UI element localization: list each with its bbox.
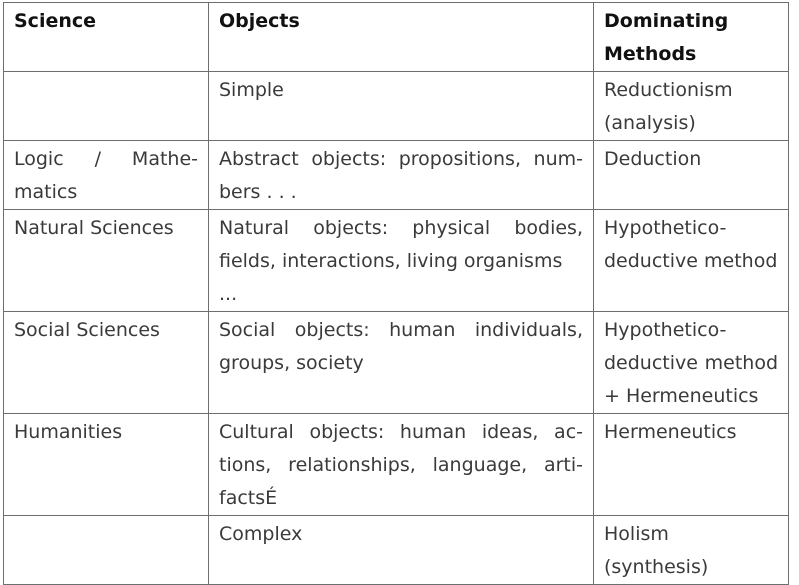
science-cell <box>4 72 209 141</box>
science-cell <box>4 516 209 585</box>
methods-cell <box>594 210 789 312</box>
methods-cell <box>594 516 789 585</box>
objects-cell <box>209 210 594 312</box>
header-methods-line2: Methods <box>604 43 697 65</box>
science-text: Humanities <box>14 421 123 443</box>
science-cell <box>4 414 209 516</box>
objects-cell <box>209 312 594 414</box>
methods-text: deductive method <box>604 352 778 374</box>
methods-text: (analysis) <box>604 112 696 134</box>
header-row <box>4 3 789 72</box>
objects-text: bers . . . <box>219 181 297 203</box>
methods-text: + Hermeneutics <box>604 385 759 407</box>
objects-cell <box>209 414 594 516</box>
methods-cell <box>594 141 789 210</box>
methods-text: Hermeneutics <box>604 421 737 443</box>
header-science: Science <box>4 3 209 72</box>
methods-text: Holism (synthesis) <box>604 523 709 578</box>
table-row <box>4 312 789 414</box>
methods-cell <box>594 312 789 414</box>
methods-text: Reductionism <box>604 79 733 101</box>
header-objects: Objects <box>209 3 594 72</box>
table-row <box>4 210 789 312</box>
objects-text: tions, relationships, language, arti- <box>219 454 583 476</box>
methods-text: Hypothetico- <box>604 217 727 239</box>
science-cell <box>4 141 209 210</box>
methods-cell <box>594 72 789 141</box>
objects-text: Abstract objects: propositions, num- <box>219 148 583 170</box>
table-row <box>4 141 789 210</box>
science-text: Social Sciences <box>14 319 160 341</box>
objects-text: factsÉ <box>219 487 278 509</box>
objects-cell <box>209 72 594 141</box>
methods-cell <box>594 414 789 516</box>
objects-text: Simple <box>219 79 284 101</box>
science-text: matics <box>14 181 78 203</box>
table-row <box>4 516 789 585</box>
objects-cell <box>209 516 594 585</box>
objects-cell <box>209 141 594 210</box>
objects-text: Social objects: human individuals, <box>219 319 583 341</box>
science-methods-table <box>3 2 789 585</box>
objects-text: Natural objects: physical bodies, <box>219 217 583 239</box>
table-row <box>4 72 789 141</box>
methods-text: deductive method <box>604 250 778 272</box>
table-row <box>4 414 789 516</box>
methods-text: Deduction <box>604 148 702 170</box>
science-text: Logic / Mathe- <box>14 148 198 170</box>
methods-text: Hypothetico- <box>604 319 727 341</box>
header-methods <box>594 3 789 72</box>
objects-text: fields, interactions, living organisms ... <box>219 250 563 305</box>
science-cell <box>4 312 209 414</box>
science-text: Natural Sciences <box>14 217 174 239</box>
science-cell <box>4 210 209 312</box>
objects-text: Cultural objects: human ideas, ac- <box>219 421 583 443</box>
objects-text: Complex <box>219 523 303 545</box>
objects-text: groups, society <box>219 352 364 374</box>
header-methods-line1: Dominating <box>604 10 729 32</box>
